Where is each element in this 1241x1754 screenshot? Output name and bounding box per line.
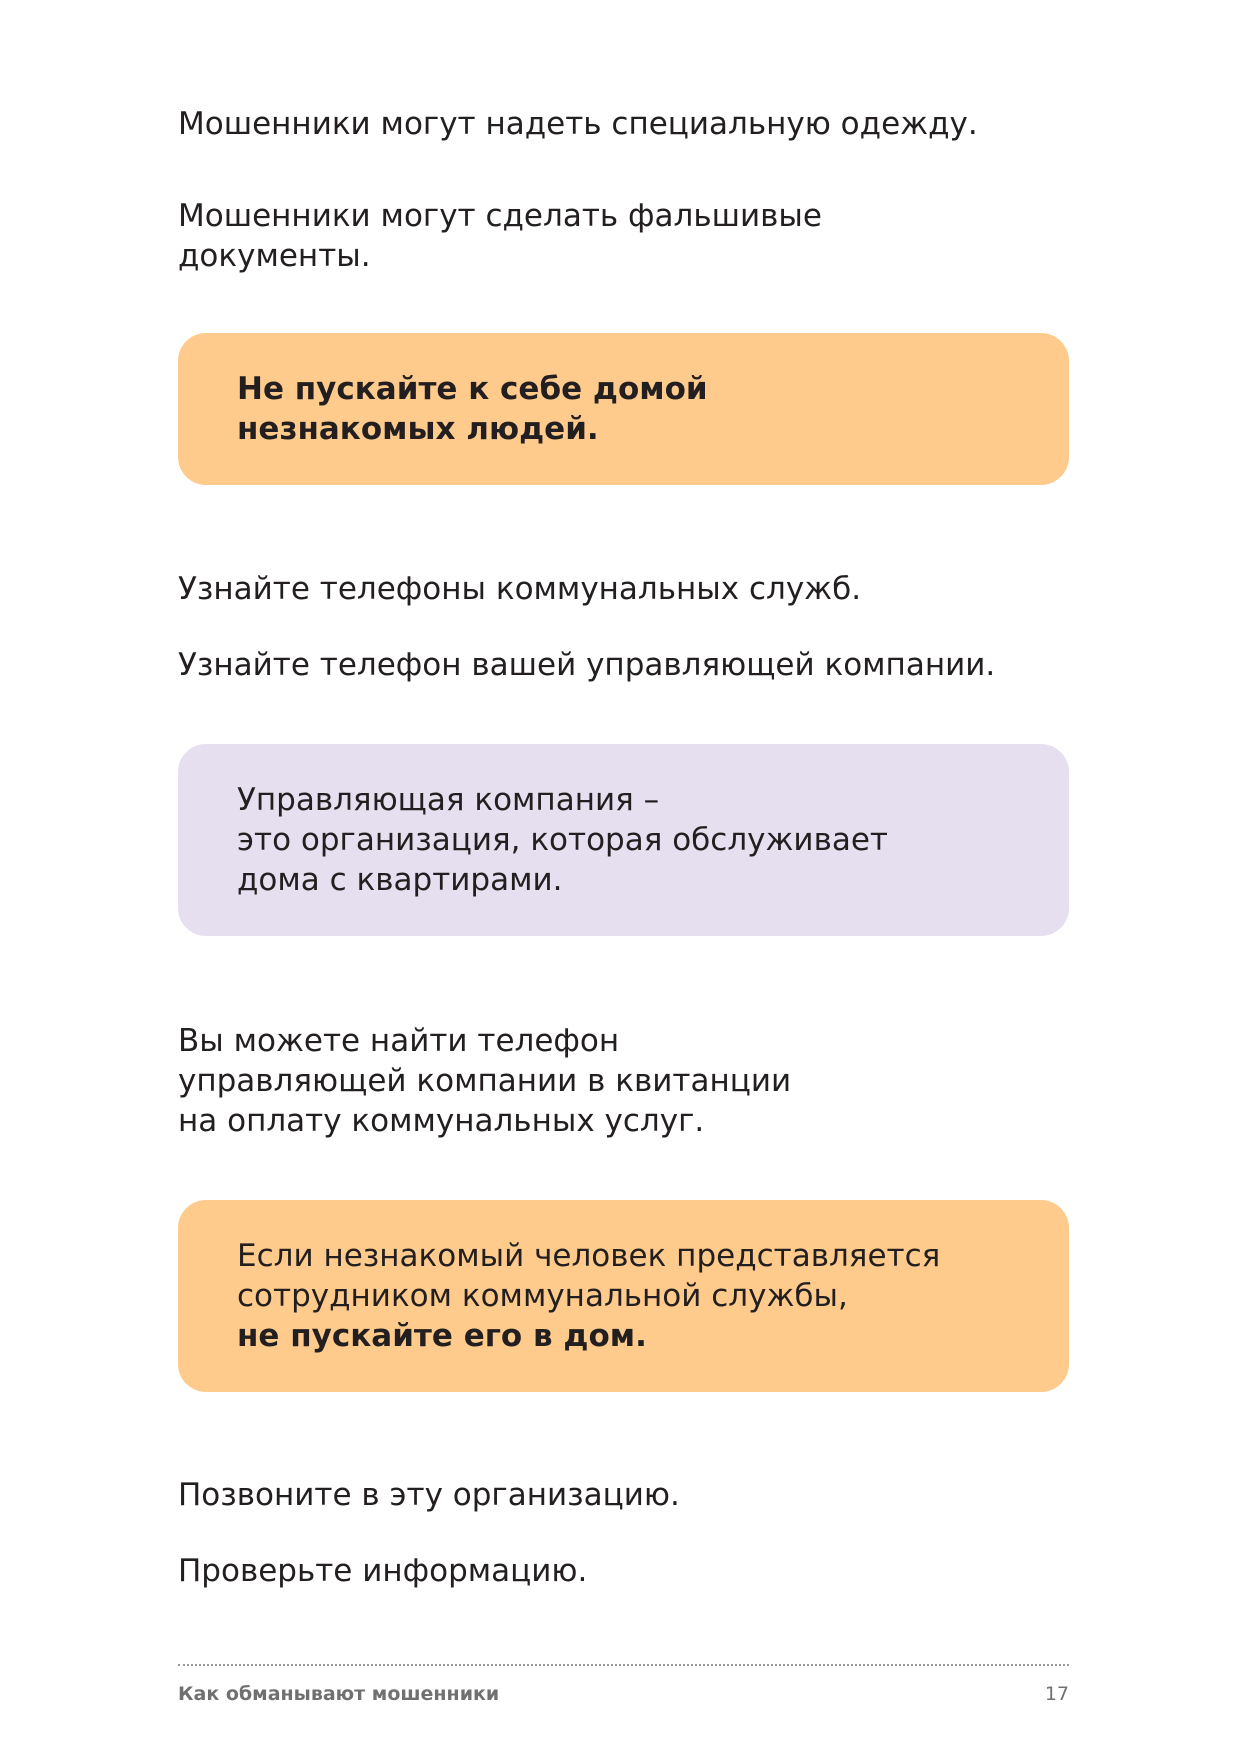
text-line: это организация, которая обслуживает	[237, 822, 888, 858]
paragraph-management-phone	[178, 645, 1078, 685]
text-line: Вы можете найти телефон	[178, 1023, 620, 1059]
warning-callout-strangers	[178, 333, 1069, 485]
page-number: 17	[1044, 1683, 1069, 1705]
text-line: документы.	[178, 238, 371, 274]
text-line: Не пускайте к себе домой	[237, 371, 708, 407]
callout-text	[237, 1236, 940, 1356]
text-line: управляющей компании в квитанции	[178, 1063, 792, 1099]
paragraph-call-organization	[178, 1475, 1078, 1515]
text-line: сотрудником коммунальной службы,	[237, 1278, 848, 1314]
footer-title: Как обманывают мошенники	[178, 1683, 500, 1705]
warning-callout-utility-worker	[178, 1200, 1069, 1392]
paragraph-check-information	[178, 1551, 1078, 1591]
text-line: Узнайте телефоны коммунальных служб.	[178, 571, 862, 607]
text-line: на оплату коммунальных услуг.	[178, 1103, 705, 1139]
text-line: дома с квартирами.	[237, 862, 563, 898]
callout-text	[237, 780, 888, 900]
text-line: Управляющая компания –	[237, 782, 660, 818]
text-line: Проверьте информацию.	[178, 1553, 588, 1589]
callout-text	[237, 369, 708, 449]
definition-callout-management-company	[178, 744, 1069, 936]
paragraph-find-phone-receipt	[178, 1021, 1078, 1141]
text-line: незнакомых людей.	[237, 411, 599, 447]
text-line: Если незнакомый человек представляется	[237, 1238, 941, 1274]
footer-divider	[178, 1664, 1069, 1666]
text-line: Мошенники могут надеть специальную одежду.	[178, 106, 978, 142]
text-line: Узнайте телефон вашей управляющей компании.	[178, 647, 996, 683]
paragraph-special-clothes	[178, 104, 1078, 144]
paragraph-fake-documents	[178, 196, 1078, 276]
text-line: Позвоните в эту организацию.	[178, 1477, 680, 1513]
text-line: Мошенники могут сделать фальшивые	[178, 198, 822, 234]
text-line-emphasis: не пускайте его в дом.	[237, 1318, 647, 1354]
paragraph-utility-phones	[178, 569, 1078, 609]
